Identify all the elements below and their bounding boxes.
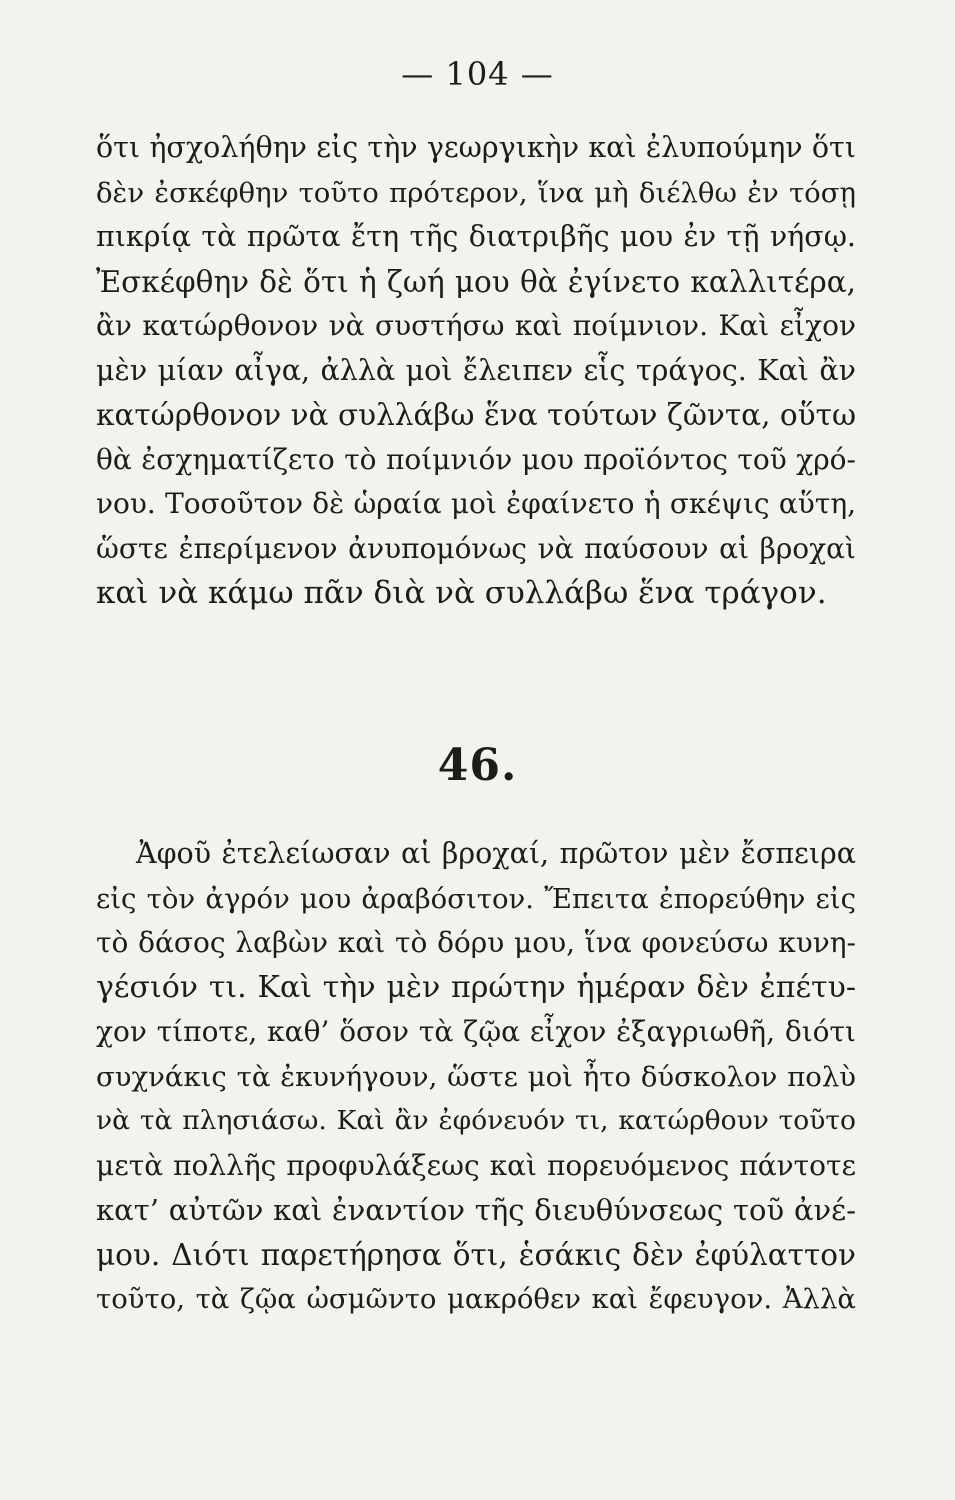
text-line: γέσιόν τι. Καὶ τὴν μὲν πρώτην ἡμέραν δὲν ἐπέτυ- [96,969,856,1005]
paragraph-2 [96,832,856,1322]
text-line: τὸ δάσος λαβὼν καὶ τὸ δόρυ μου, ἵνα φονεύσω κυνη- [96,926,856,959]
text-line: Ἀφοῦ ἐτελείωσαν αἱ βροχαί, πρῶτον μὲν ἔσπειρα [136,837,856,870]
text-line: τοῦτο, τὰ ζῷα ὠσμῶντο μακρόθεν καὶ ἔφευγον. Ἀλλὰ [96,1283,856,1315]
text-line: ὅτι ἠσχολήθην εἰς τὴν γεωργικὴν καὶ ἐλυπούμην ὅτι [96,131,856,164]
text-line: νου. Τοσοῦτον δὲ ὡραία μοὶ ἐφαίνετο ἡ σκέψις αὕτη, [96,487,856,520]
paragraph-1 [96,126,856,616]
text-line: μου. Διότι παρετήρησα ὅτι, ἑσάκις δὲν ἐφύλαττον [96,1237,856,1272]
text-line: κατ’ αὐτῶν καὶ ἐναντίον τῆς διευθύνσεως τοῦ ἀνέ- [96,1193,856,1227]
text-line: Ἐσκέφθην δὲ ὅτι ἡ ζωή μου θὰ ἐγίνετο καλλιτέρα, [96,264,856,299]
text-line: εἰς τὸν ἀγρόν μου ἀραβόσιτον. Ἔπειτα ἐπορεύθην εἰς [96,882,856,915]
section-number: 46. [437,740,518,791]
text-line: χον τίποτε, καθ’ ὅσον τὰ ζῷα εἶχον ἐξαγριωθῆ, διότι [96,1015,856,1048]
text-line: ἂν κατώρθονον νὰ συστήσω καὶ ποίμνιον. Καὶ εἶχον [96,309,856,342]
text-line: καὶ νὰ κάμω πᾶν διὰ νὰ συλλάβω ἕνα τράγον. [96,575,827,611]
text-line: κατώρθονον νὰ συλλάβω ἕνα τούτων ζῶντα, οὕτω [96,398,856,432]
text-line: νὰ τὰ πλησιάσω. Καὶ ἂν ἐφόνευόν τι, κατώρθουν τοῦτο [96,1105,856,1136]
text-line: πικρίᾳ τὰ πρῶτα ἔτη τῆς διατριβῆς μου ἐν τῇ νήσῳ. [96,220,856,253]
text-line: συχνάκις τὰ ἐκυνήγουν, ὥστε μοὶ ἦτο δύσκολον πολὺ [96,1060,856,1093]
text-line: ὥστε ἐπερίμενον ἀνυπομόνως νὰ παύσουν αἱ βροχαὶ [96,531,856,565]
text-line: θὰ ἐσχηματίζετο τὸ ποίμνιόν μου προϊόντος τοῦ χρό- [96,442,856,476]
text-line: μὲν μίαν αἶγα, ἀλλὰ μοὶ ἔλειπεν εἷς τράγος. Καὶ ἂν [96,353,856,387]
page-number: — 104 — [401,55,554,93]
text-line: μετὰ πολλῆς προφυλάξεως καὶ πορευόμενος πάντοτε [96,1148,856,1182]
text-line: δὲν ἐσκέφθην τοῦτο πρότερον, ἵνα μὴ διέλθω ἐν τόσῃ [96,176,856,209]
